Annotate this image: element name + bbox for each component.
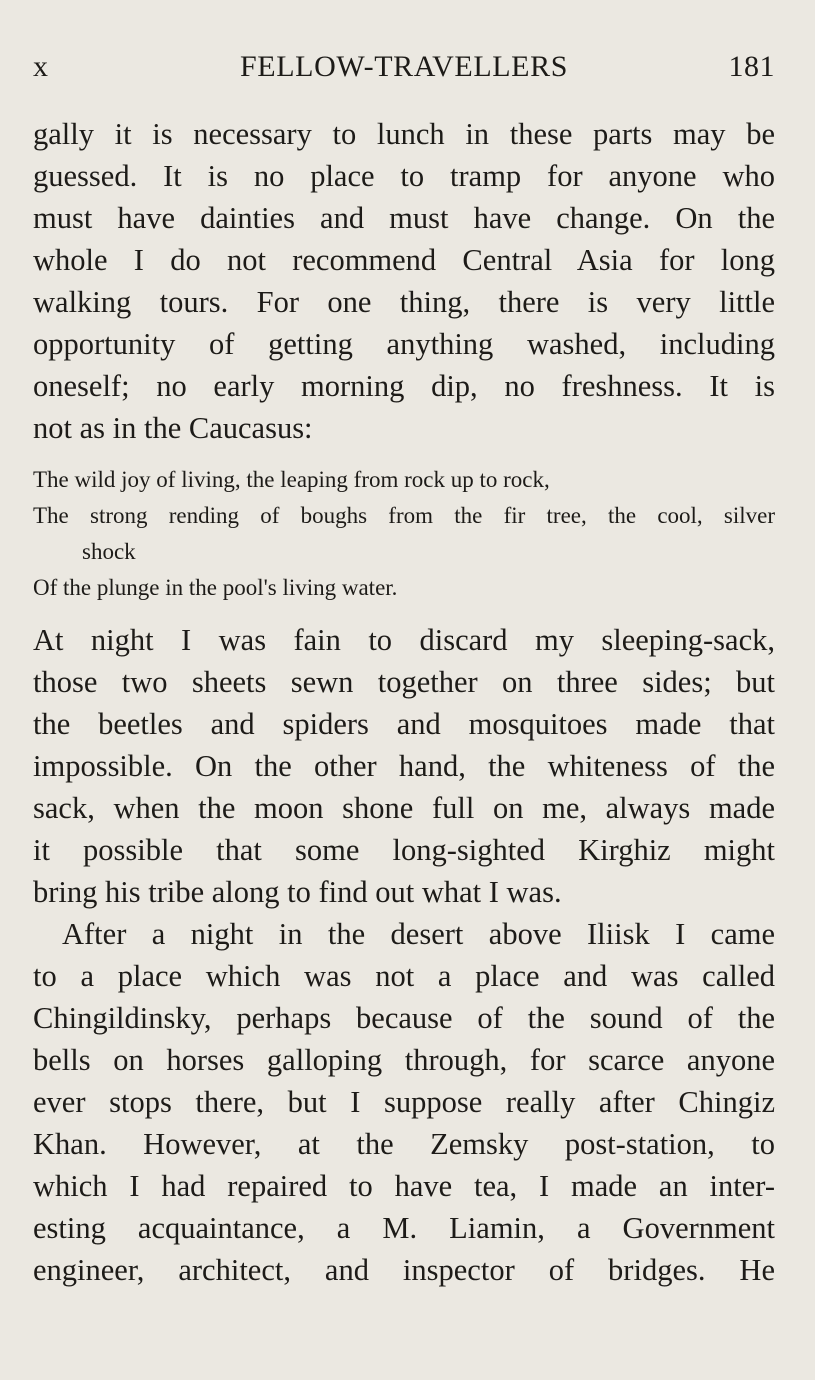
text-line: gally it is necessary to lunch in these parts may be [33,117,775,151]
text-line: walking tours. For one thing, there is very little [33,285,775,319]
verse-line: The strong rending of boughs from the fir tree, the cool, silver [33,503,775,528]
text-line: the beetles and spiders and mosquitoes made that [33,707,775,741]
text-line: engineer, architect, and inspector of bridges. He [33,1253,775,1287]
text-line: esting acquaintance, a M. Liamin, a Government [33,1211,775,1245]
text-line: bells on horses galloping through, for scarce anyone [33,1043,775,1077]
verse-turnover: shock [82,539,136,564]
text-line: ever stops there, but I suppose really after Chingiz [33,1085,775,1119]
text-line: Khan. However, at the Zemsky post-station, to [33,1127,775,1161]
text-line: After a night in the desert above Iliisk I came [62,917,775,951]
verse-line: The wild joy of living, the leaping from rock up to rock, [33,467,550,492]
text-line: it possible that some long-sighted Kirghiz might [33,833,775,867]
text-line: to a place which was not a place and was called [33,959,775,993]
page-number: 181 [728,50,775,83]
text-line: bring his tribe along to find out what I was. [33,875,562,909]
running-title: FELLOW-TRAVELLERS [240,50,568,83]
running-head [33,50,775,90]
text-line: sack, when the moon shone full on me, always made [33,791,775,825]
text-line: not as in the Caucasus: [33,411,313,445]
text-line: whole I do not recommend Central Asia for long [33,243,775,277]
text-line: impossible. On the other hand, the whiteness of the [33,749,775,783]
text-line: oneself; no early morning dip, no freshness. It is [33,369,775,403]
text-line: which I had repaired to have tea, I made an inter- [33,1169,775,1203]
signature-mark: x [33,50,49,83]
text-line: must have dainties and must have change. On the [33,201,775,235]
verse-line: Of the plunge in the pool's living water. [33,575,398,600]
text-line: guessed. It is no place to tramp for anyone who [33,159,775,193]
text-line: Chingildinsky, perhaps because of the sound of the [33,1001,775,1035]
text-line: those two sheets sewn together on three sides; but [33,665,775,699]
text-line: opportunity of getting anything washed, including [33,327,775,361]
text-line: At night I was fain to discard my sleeping-sack, [33,623,775,657]
